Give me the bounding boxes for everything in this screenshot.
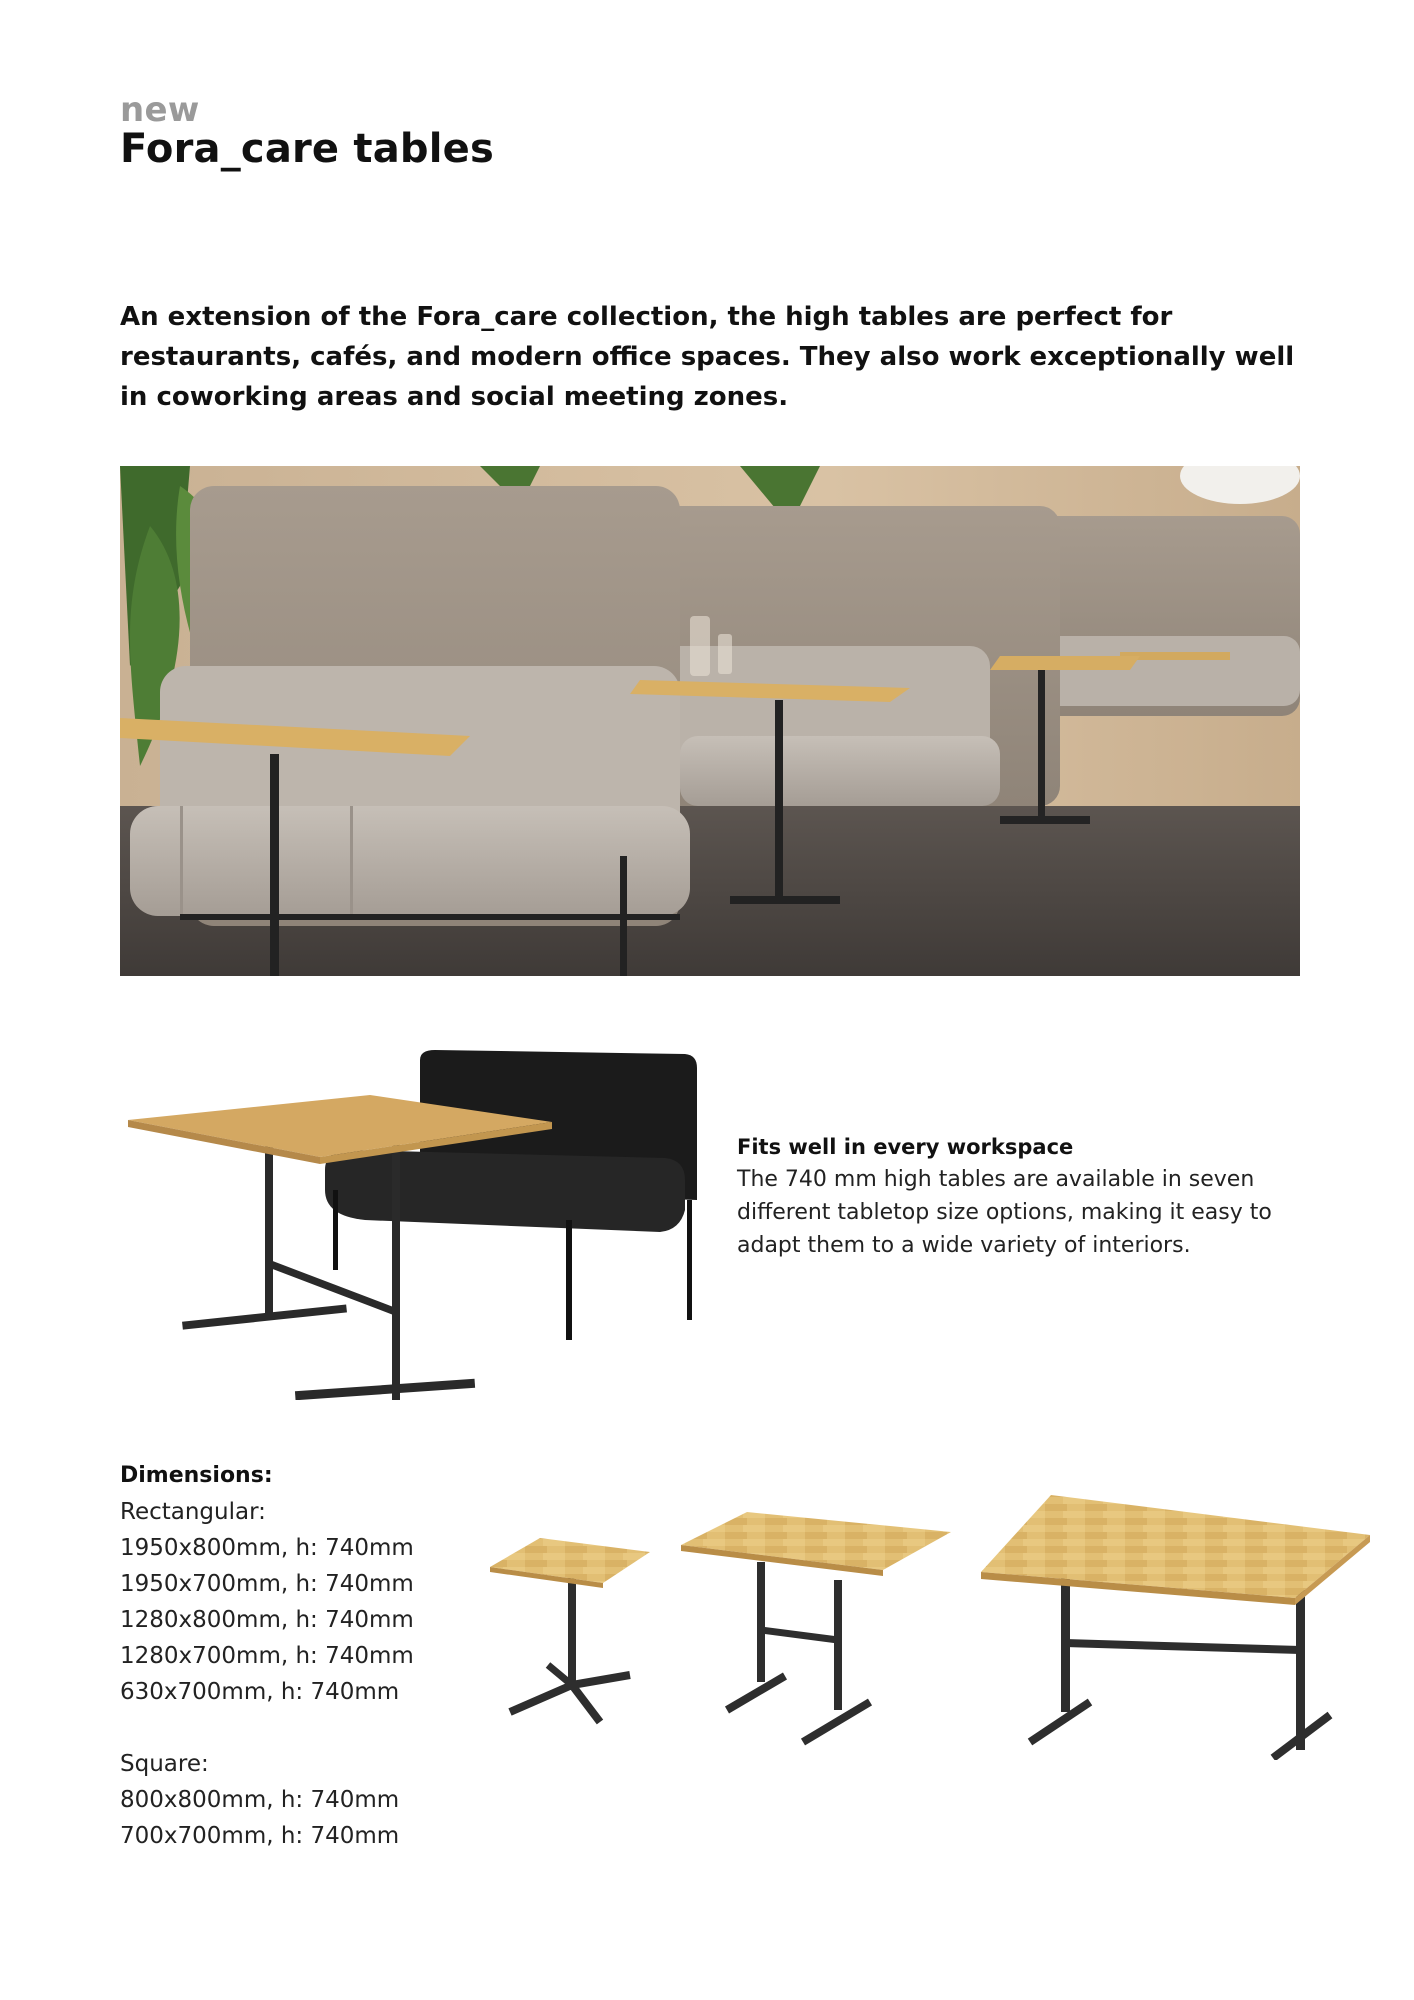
spacer — [120, 1710, 480, 1746]
table-with-bench-illustration — [120, 1040, 710, 1400]
product-photo-table-bench — [120, 1040, 710, 1400]
dimension-item: 700x700mm, h: 740mm — [120, 1823, 400, 1849]
eyebrow-new: new — [120, 90, 200, 130]
table-variants-illustration — [485, 1490, 1375, 1760]
dimension-item: 1950x700mm, h: 740mm — [120, 1571, 414, 1597]
feature-title: Fits well in every workspace — [737, 1135, 1074, 1159]
hero-photo — [120, 466, 1300, 976]
dimension-item: 630x700mm, h: 740mm — [120, 1679, 400, 1705]
booth-seating-scene — [120, 466, 1300, 976]
feature-text: The 740 mm high tables are available in seven different tabletop size options, making it easy to adapt them to a wide variety of interiors. — [737, 1167, 1272, 1258]
intro-paragraph: An extension of the Fora_care collection, the high tables are perfect for restaurants, cafés, and modern office spaces. They also work exceptionally well in coworking areas and social meeting zones. — [120, 302, 1295, 412]
dimension-item: 1280x700mm, h: 740mm — [120, 1643, 414, 1669]
feature-block — [737, 1131, 1297, 1262]
page-title: Fora_care tables — [120, 126, 494, 172]
table-variants — [485, 1490, 1375, 1760]
dimension-item: 1950x800mm, h: 740mm — [120, 1535, 414, 1561]
square-label: Square: — [120, 1751, 209, 1777]
dimensions-list — [120, 1458, 480, 1854]
dimension-item: 800x800mm, h: 740mm — [120, 1787, 400, 1813]
medium-table — [681, 1512, 951, 1742]
dimension-item: 1280x800mm, h: 740mm — [120, 1607, 414, 1633]
small-table — [490, 1538, 650, 1722]
rectangular-label: Rectangular: — [120, 1499, 266, 1525]
large-table — [981, 1495, 1370, 1758]
dimensions-heading: Dimensions: — [120, 1463, 273, 1488]
